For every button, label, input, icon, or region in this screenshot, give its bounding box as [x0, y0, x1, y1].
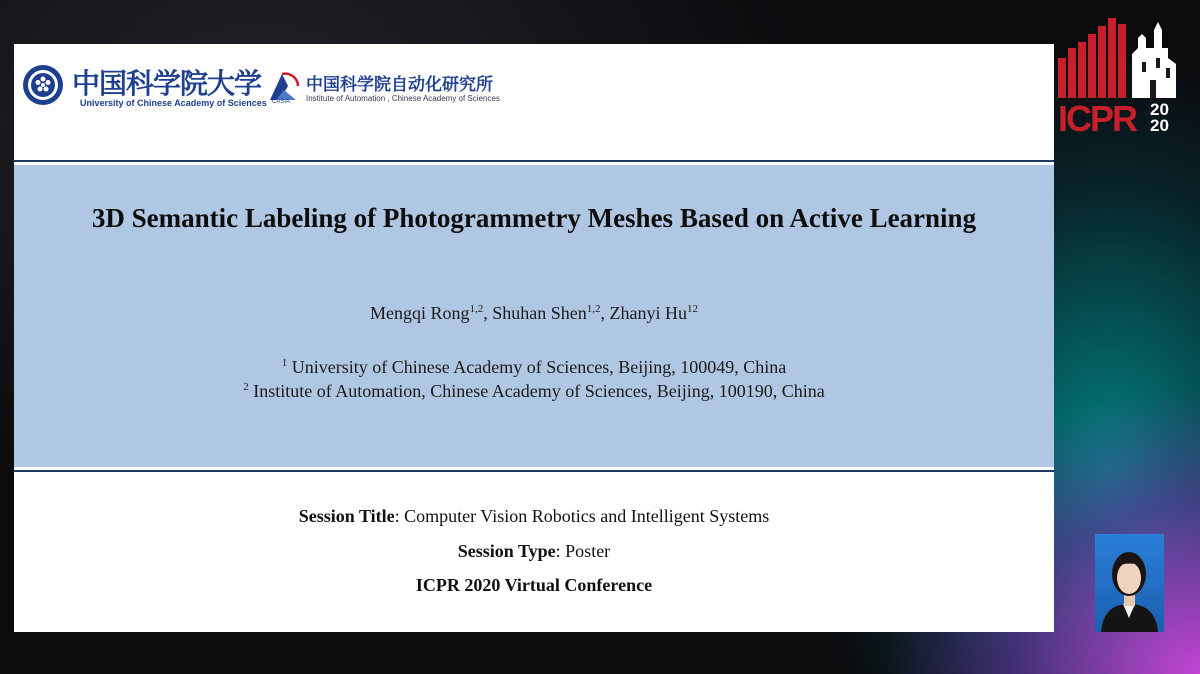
affiliation-number: 1: [281, 357, 288, 369]
badge-year-top: 20: [1150, 100, 1169, 119]
author-separator: ,: [483, 303, 493, 323]
author-affiliation-marker: 1,2: [469, 303, 484, 315]
top-divider: [14, 160, 1054, 162]
affiliation-2: [14, 381, 1054, 402]
conference-name: ICPR 2020 Virtual Conference: [415, 575, 653, 595]
affiliation-text: University of Chinese Academy of Sciences, Beijing, 100049, China: [287, 357, 787, 377]
slide: [14, 44, 1054, 632]
ucas-logo: [22, 62, 267, 114]
affiliation-1: [14, 357, 1054, 378]
bar-graphic-icon: [1058, 18, 1126, 98]
session-type: [14, 541, 1054, 562]
ucas-name-chinese: 中国科学院大学: [72, 67, 262, 100]
session-type-value: : Poster: [555, 541, 611, 561]
ucas-name-english: University of Chinese Academy of Sciences: [80, 98, 267, 108]
presenter-portrait-icon: [1095, 534, 1164, 632]
logo-bar: [14, 44, 1054, 160]
presenter-video-thumbnail: [1095, 534, 1164, 632]
affiliation-number: 2: [243, 381, 249, 393]
author-separator: ,: [600, 303, 610, 323]
author-affiliation-marker: 1,2: [586, 303, 601, 315]
session-title-label: Session Title: [298, 506, 395, 526]
title-panel: [14, 165, 1054, 467]
bottom-divider: [14, 470, 1054, 472]
author-affiliation-marker: 12: [687, 303, 698, 315]
badge-name: ICPR: [1058, 98, 1137, 134]
affiliation-text: Institute of Automation, Chinese Academy of Sciences, Beijing, 100190, China: [248, 381, 825, 401]
session-title: [14, 506, 1054, 527]
session-type-label: Session Type: [457, 541, 556, 561]
badge-year-bottom: 20: [1150, 116, 1169, 134]
author-name: Shuhan Shen: [492, 303, 587, 323]
session-title-value: : Computer Vision Robotics and Intelligent Systems: [394, 506, 770, 526]
author-name: Zhanyi Hu: [609, 303, 687, 323]
author-list: [14, 303, 1054, 324]
paper-title: 3D Semantic Labeling of Photogrammetry Meshes Based on Active Learning: [91, 203, 977, 233]
casia-logo-icon: [266, 68, 302, 104]
author-name: Mengqi Rong: [370, 303, 470, 323]
ia-name-english: Institute of Automation , Chinese Academy of Sciences: [306, 94, 500, 103]
institute-of-automation-logo: [266, 66, 506, 110]
icpr-2020-badge: [1058, 18, 1180, 134]
ia-name-chinese: 中国科学院自动化研究所: [306, 75, 493, 95]
university-seal-icon: [22, 64, 64, 106]
casia-mark-text: CASIA: [272, 99, 291, 104]
